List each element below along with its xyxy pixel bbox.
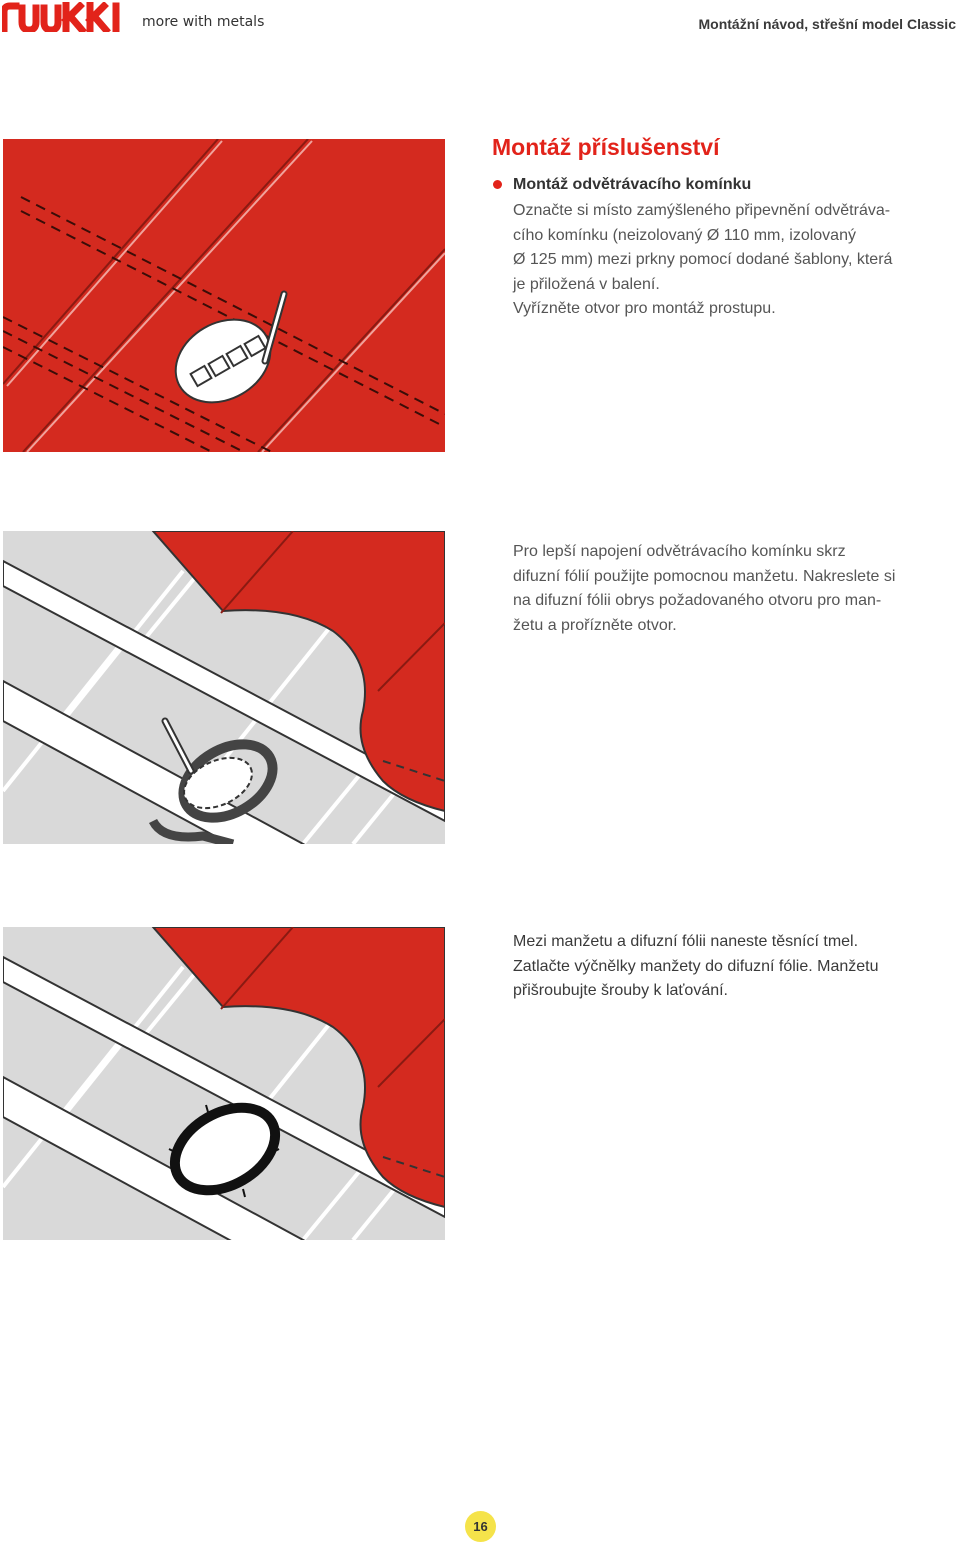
text-line: Ø 125 mm) mezi prkny pomocí dodané šablony, která xyxy=(513,251,893,268)
subsection-title: Montáž odvětrávacího komínku xyxy=(513,176,752,193)
step1b-text: Vyřízněte otvor pro montáž prostupu. xyxy=(513,300,776,317)
figure-membrane-cut xyxy=(3,531,445,844)
text-line: Zatlačte výčnělky manžety do difuzní fólie. Manžetu xyxy=(513,957,879,975)
step1-text xyxy=(513,199,953,297)
text-line: Pro lepší napojení odvětrávacího komínku skrz xyxy=(513,543,846,560)
text-line: Označte si místo zamýšleného připevnění odvětráva- xyxy=(513,202,891,219)
page-number: 16 xyxy=(465,1511,496,1542)
text-line: žetu a prořízněte otvor. xyxy=(513,616,677,634)
text-line: cího komínku (neizolovaný Ø 110 mm, izolovaný xyxy=(513,226,856,244)
document-title: Montážní návod, střešní model Classic xyxy=(698,16,956,32)
text-line: difuzní fólií použijte pomocnou manžetu. Nakreslete si xyxy=(513,567,896,585)
figure-template-marking xyxy=(3,139,445,452)
text-line: přišroubujte šrouby k laťování. xyxy=(513,982,728,999)
text-line: na difuzní fólii obrys požadovaného otvoru pro man- xyxy=(513,592,882,609)
text-line: Mezi manžetu a difuzní fólii naneste těsnící tmel. xyxy=(513,933,859,950)
tagline: more with metals xyxy=(142,14,265,30)
figure-collar-installed xyxy=(3,927,445,1240)
step2-text xyxy=(513,540,953,638)
ruukki-logo xyxy=(2,2,132,32)
section-title: Montáž příslušenství xyxy=(492,134,720,160)
text-line: je přiložená v balení. xyxy=(513,275,660,293)
step3-text xyxy=(513,930,953,1004)
bullet-icon xyxy=(493,180,502,189)
